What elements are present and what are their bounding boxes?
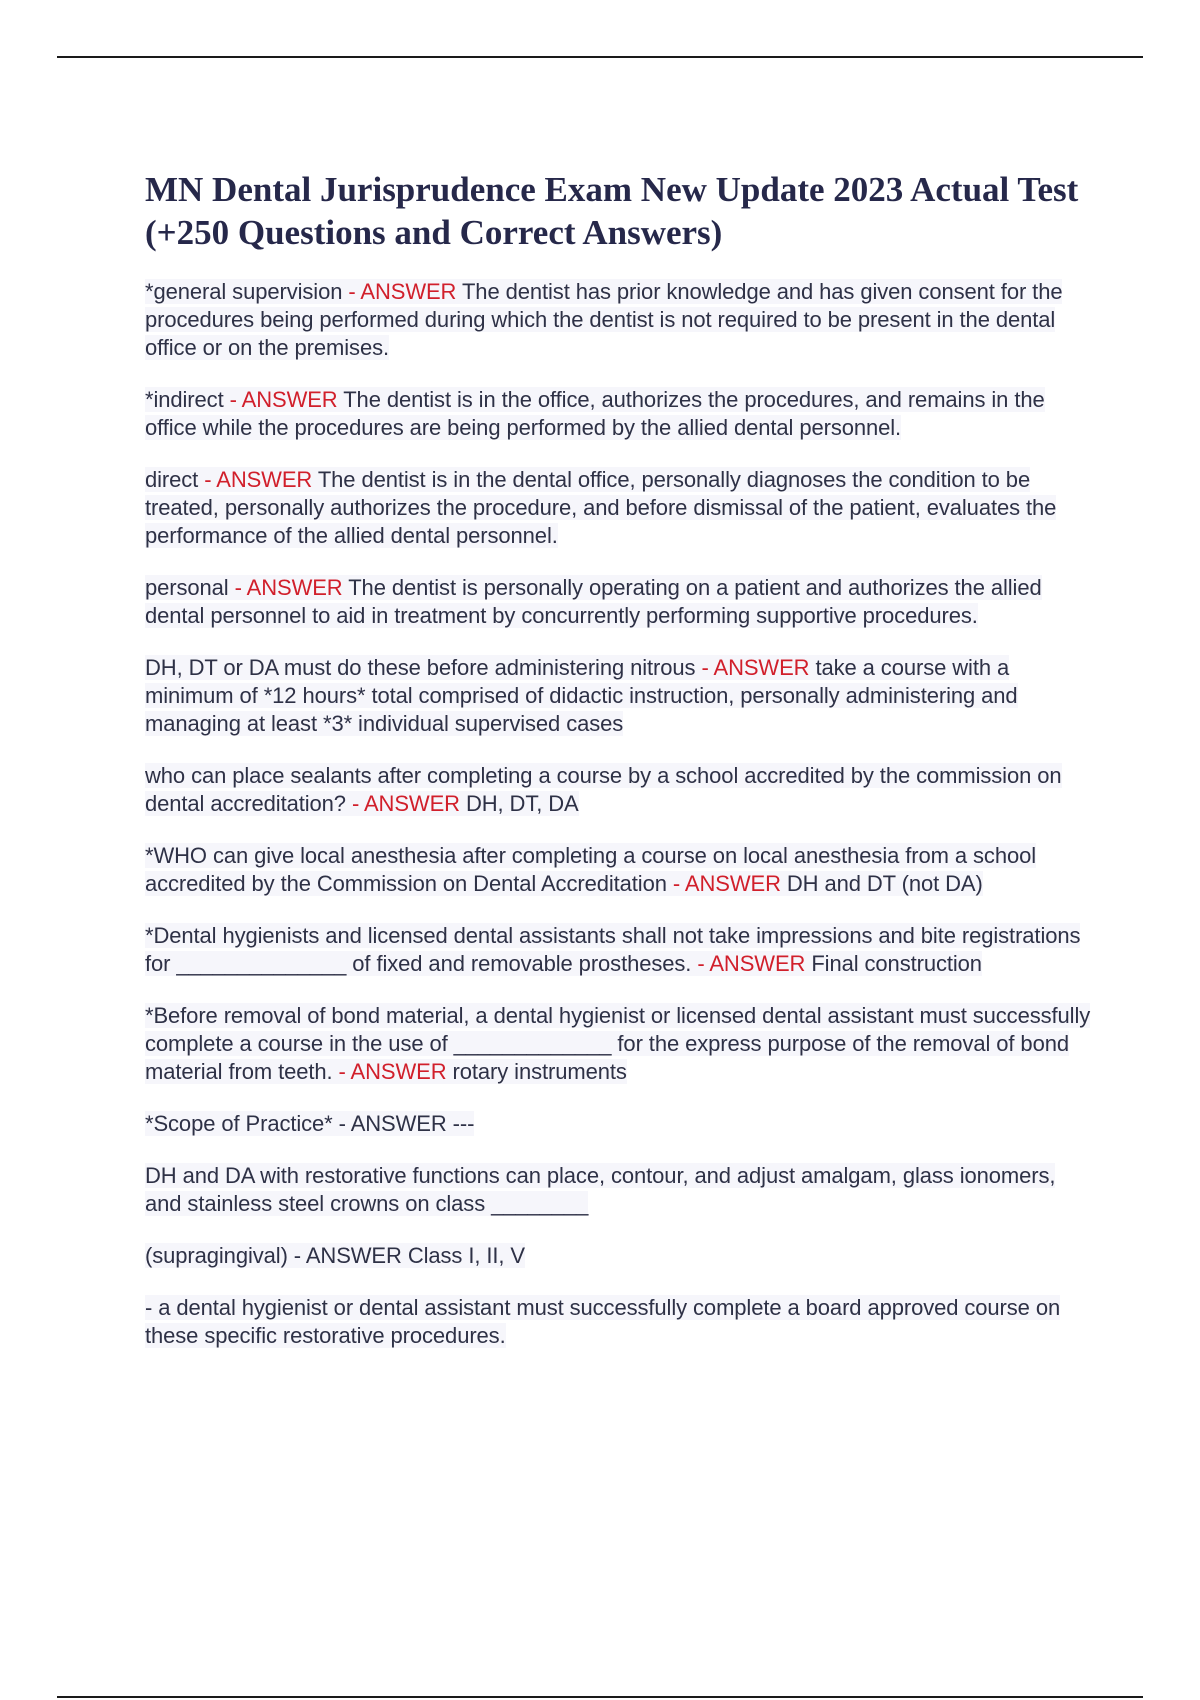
answer-text: The dentist is in the dental office, personally diagnoses the condition to be treated, personally authorizes the procedure, and before dismissal of the patient, evaluates the performance of the allied dental personnel.: [145, 467, 1057, 548]
answer-marker: - ANSWER: [691, 951, 812, 976]
question-text: personal: [145, 575, 229, 600]
answer-marker: - ANSWER: [228, 575, 349, 600]
answer-marker: - ANSWER: [695, 655, 816, 680]
answer-marker: - ANSWER: [345, 791, 466, 816]
answer-text: The dentist is personally operating on a patient and authorizes the allied dental personnel to aid in treatment by concurrently performing supportive procedures.: [145, 575, 1042, 628]
qa-item: [145, 466, 1095, 550]
qa-item: [145, 922, 1095, 978]
restorative-body: DH and DA with restorative functions can place, contour, and adjust amalgam, glass ionomers, and stainless steel crowns on class ________: [145, 1163, 1056, 1216]
question-text: *indirect: [145, 387, 224, 412]
board-note: [145, 1294, 1095, 1350]
answer-marker: - ANSWER: [666, 871, 787, 896]
question-text: *Scope of Practice*: [145, 1111, 333, 1136]
question-text: who can place sealants after completing a course by a school accredited by the commission on dental accreditation?: [145, 763, 1062, 816]
question-text: *general supervision: [145, 279, 343, 304]
top-rule: [57, 56, 1143, 58]
answer-text: Class I, II, V: [407, 1243, 525, 1268]
qa-item: [145, 762, 1095, 818]
answer-text: The dentist is in the office, authorizes the procedures, and remains in the office while the procedures are being performed by the allied dental personnel.: [145, 387, 1045, 440]
question-text: (supragingival): [145, 1243, 288, 1268]
qa-item: [145, 1002, 1095, 1086]
qa-item: [145, 278, 1095, 362]
document-body: [145, 168, 1095, 1374]
answer-marker: - ANSWER: [342, 279, 462, 304]
qa-item: [145, 654, 1095, 738]
question-text: *Before removal of bond material, a dental hygienist or licensed dental assistant must successfully complete a course in the use of _____________ for the express purpose of the removal of bond material from teeth.: [145, 1003, 1091, 1084]
qa-item: [145, 842, 1095, 898]
answer-text: take a course with a minimum of *12 hours* total comprised of didactic instruction, personally administering and managing at least *3* individual supervised cases: [145, 655, 1018, 736]
answer-text: DH and DT (not DA): [786, 871, 983, 896]
question-text: *Dental hygienists and licensed dental assistants shall not take impressions and bite registrations for ______________ of fixed and removable prostheses.: [145, 923, 1081, 976]
qa-item: [145, 1110, 1095, 1138]
answer-text: ---: [452, 1111, 475, 1136]
answer-text: rotary instruments: [452, 1059, 627, 1084]
answer-marker: - ANSWER: [198, 467, 318, 492]
board-note-text: - a dental hygienist or dental assistant must successfully complete a board approved course on these specific restorative procedures.: [145, 1295, 1061, 1348]
qa-item: [145, 1242, 1095, 1270]
restorative-text: [145, 1162, 1095, 1218]
question-text: DH, DT or DA must do these before administering nitrous: [145, 655, 696, 680]
answer-marker: - ANSWER: [332, 1059, 453, 1084]
qa-item: [145, 574, 1095, 630]
bottom-rule: [57, 1696, 1143, 1698]
question-text: direct: [145, 467, 199, 492]
question-text: *WHO can give local anesthesia after completing a course on local anesthesia from a school accredited by the Commission on Dental Accreditation: [145, 843, 1037, 896]
answer-marker: - ANSWER: [332, 1111, 453, 1136]
page-title: MN Dental Jurisprudence Exam New Update 2023 Actual Test (+250 Questions and Correct Answers): [145, 170, 1079, 252]
answer-text: Final construction: [811, 951, 982, 976]
answer-text: The dentist has prior knowledge and has given consent for the procedures being performed during which the dentist is not required to be present in the dental office or on the premises.: [145, 279, 1063, 360]
answer-text: DH, DT, DA: [465, 791, 579, 816]
qa-item: [145, 386, 1095, 442]
answer-marker: - ANSWER: [223, 387, 344, 412]
answer-marker: - ANSWER: [287, 1243, 408, 1268]
